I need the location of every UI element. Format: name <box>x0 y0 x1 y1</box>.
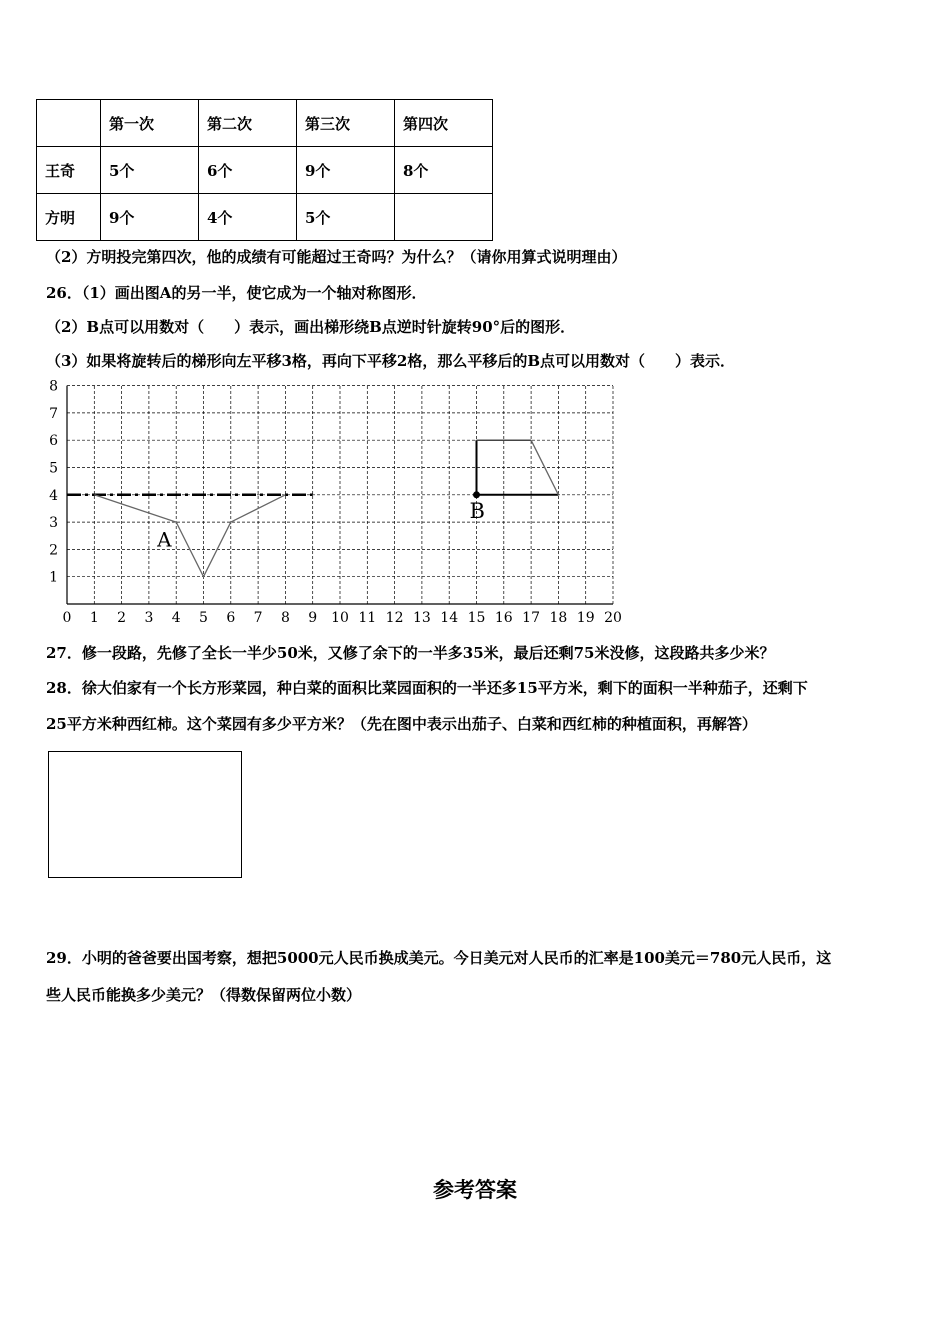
x-tick-label: 11 <box>358 610 377 625</box>
y-tick-label: 5 <box>49 460 58 477</box>
x-tick-label: 17 <box>522 610 541 625</box>
x-tick-label: 1 <box>89 610 99 625</box>
question-29-line-1: 29．小明的爸爸要出国考察，想把5000元人民币换成美元。今日美元对人民币的汇率是100美元＝780元人民币，这 <box>46 949 832 967</box>
x-tick-label: 4 <box>171 610 181 625</box>
table-header-cell: 第三次 <box>297 100 395 147</box>
x-tick-label: 9 <box>308 610 318 625</box>
y-tick-label: 8 <box>49 378 58 395</box>
x-tick-label: 19 <box>576 610 595 625</box>
x-tick-label: 8 <box>280 610 290 625</box>
garden-rectangle <box>48 751 242 878</box>
table-cell: 8个 <box>395 147 493 194</box>
x-tick-label: 6 <box>226 610 236 625</box>
point-b-dot <box>473 491 480 498</box>
x-tick-label: 5 <box>199 610 208 625</box>
x-tick-label: 12 <box>385 610 404 625</box>
question-27: 27．修一段路，先修了全长一半少50米，又修了余下的一半多35米，最后还剩75米没修，这段路共多少米？ <box>46 644 775 662</box>
coordinate-grid <box>40 375 630 625</box>
label-b: B <box>469 498 485 523</box>
question-25-part-2: （2）方明投完第四次，他的成绩有可能超过王奇吗？为什么？（请你用算式说明理由） <box>46 248 627 266</box>
x-tick-label: 7 <box>253 610 263 625</box>
table-header-row <box>37 100 493 147</box>
x-tick-label: 0 <box>62 610 72 625</box>
table-header-cell: 第四次 <box>395 100 493 147</box>
table-header-cell: 第一次 <box>101 100 199 147</box>
x-tick-label: 20 <box>604 610 622 625</box>
question-26-part-1: 26．（1）画出图A的另一半，使它成为一个轴对称图形． <box>46 284 427 302</box>
label-a: A <box>157 527 172 552</box>
score-table <box>36 99 493 241</box>
question-29-line-2: 些人民币能换多少美元？（得数保留两位小数） <box>46 986 362 1004</box>
x-tick-label: 10 <box>331 610 349 625</box>
x-tick-label: 2 <box>117 610 127 625</box>
y-tick-label: 6 <box>49 433 58 450</box>
table-cell <box>395 194 493 241</box>
table-cell: 王奇 <box>37 147 101 194</box>
y-tick-label: 7 <box>49 405 58 422</box>
answer-section-title: 参考答案 <box>433 1178 517 1202</box>
table-cell: 5个 <box>101 147 199 194</box>
x-tick-label: 14 <box>440 610 459 625</box>
question-26-part-2: （2）B点可以用数对（ ）表示，画出梯形绕B点逆时针旋转90°后的图形． <box>46 318 576 336</box>
x-tick-label: 3 <box>144 610 154 625</box>
table-cell: 6个 <box>199 147 297 194</box>
x-tick-label: 15 <box>467 610 486 625</box>
y-tick-label: 3 <box>49 515 58 532</box>
table-cell <box>37 100 101 147</box>
table-row <box>37 147 493 194</box>
x-axis-tick-labels <box>63 610 622 625</box>
table-header-cell: 第二次 <box>199 100 297 147</box>
y-axis-tick-labels <box>49 379 58 586</box>
table-cell: 9个 <box>101 194 199 241</box>
y-tick-label: 4 <box>49 487 58 504</box>
x-tick-label: 13 <box>412 610 431 625</box>
table-cell: 5个 <box>297 194 395 241</box>
question-28-line-2: 25平方米种西红柿。这个菜园有多少平方米？（先在图中表示出茄子、白菜和西红柿的种植面积，再解答） <box>46 715 757 733</box>
y-tick-label: 2 <box>49 542 58 559</box>
shape-a <box>94 495 285 577</box>
table-row <box>37 194 493 241</box>
table-cell: 4个 <box>199 194 297 241</box>
y-tick-label: 1 <box>49 569 58 586</box>
x-tick-label: 18 <box>549 610 568 625</box>
table-cell: 9个 <box>297 147 395 194</box>
table-cell: 方明 <box>37 194 101 241</box>
x-tick-label: 16 <box>494 610 513 625</box>
question-28-line-1: 28．徐大伯家有一个长方形菜园，种白菜的面积比菜园面积的一半还多15平方米，剩下的面积一半种茄子，还剩下 <box>46 679 808 697</box>
question-26-part-3: （3）如果将旋转后的梯形向左平移3格，再向下平移2格，那么平移后的B点可以用数对（ ）表示． <box>46 352 735 370</box>
